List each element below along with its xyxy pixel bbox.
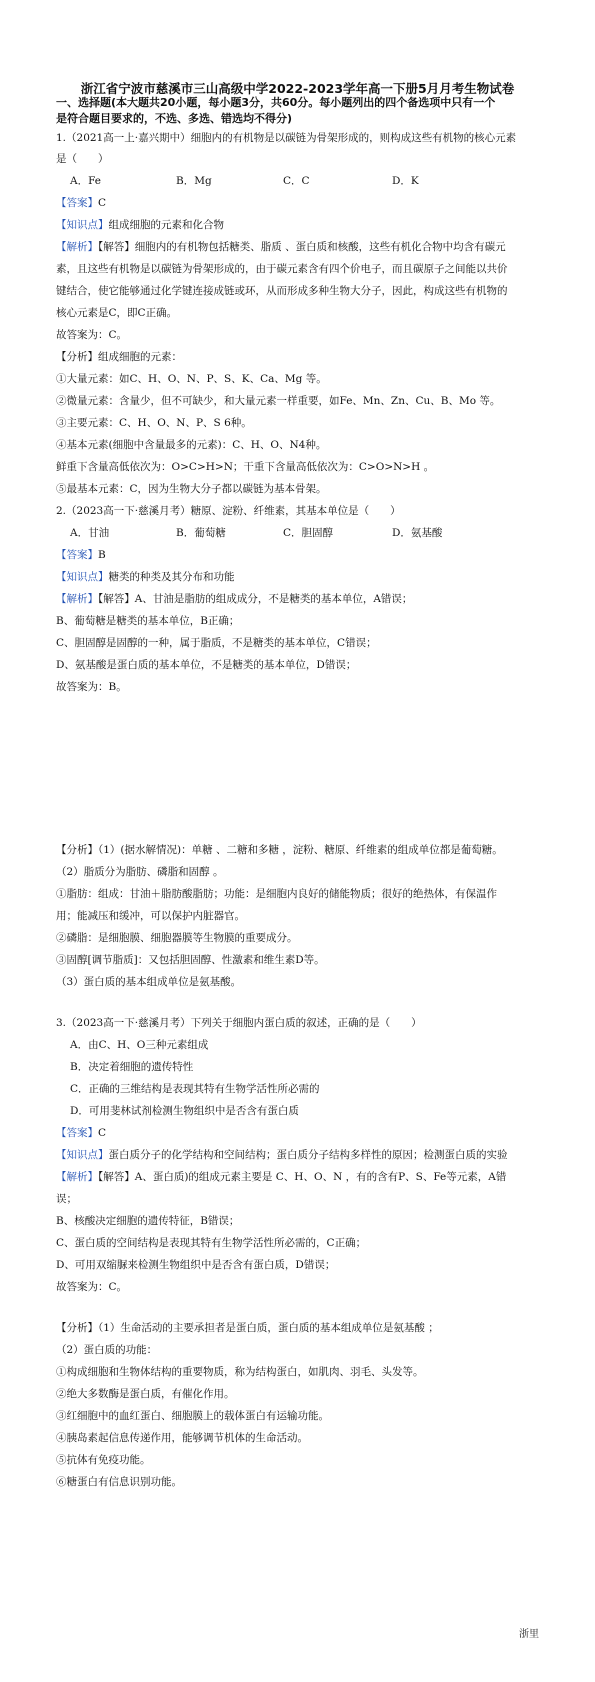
q1-stem-cont: 是（ ） (56, 153, 109, 165)
q1-knowledge-text: 组成细胞的元素和化合物 (108, 219, 224, 231)
section-heading: 一、选择题(本大题共20小题，每小题3分，共60分。每小题列出的四个备选项中只有一个 (56, 96, 496, 109)
q1-analysis-line-4: 核心元素是C，即C正确。 (56, 307, 178, 319)
q2-option-d: D．氨基酸 (392, 527, 443, 539)
q2-fenxi-line-1 (56, 843, 503, 857)
q2-fenxi-line-4: 用；能减压和缓冲，可以保护内脏器官。 (56, 910, 245, 922)
q1-fenxi-line-3: ②微量元素：含量少，但不可缺少，和大量元素一样重要，如Fe、Mn、Zn、Cu、B、Mo 等。 (56, 395, 501, 407)
q3-fenxi-line-5: ③红细胞中的血红蛋白、细胞膜上的载体蛋白有运输功能。 (56, 1410, 329, 1422)
q3-fenxi-line-7: ⑤抗体有免疫功能。 (56, 1454, 151, 1466)
q3-analysis-line-3: B、核酸决定细胞的遗传特征，B错误； (56, 1215, 240, 1227)
q1-answer (56, 196, 106, 210)
q2-analysis-line-1 (56, 592, 412, 606)
q3-analysis-line-1 (56, 1170, 506, 1184)
fenxi-tag: 【分析】 (56, 351, 98, 363)
page-footer: 浙里 (519, 1629, 539, 1640)
q2-fenxi-line-2: （2）脂质分为脂肪、磷脂和固醇 。 (56, 866, 224, 878)
q1-fenxi-line-6: 鲜重下含量高低依次为：O>C>H>N；干重下含量高低依次为：C>O>N>H 。 (56, 461, 435, 473)
q2-fenxi-text: （1）(据水解情况)：单糖 、二糖和多糖 ，淀粉、糖原、纤维素的组成单位都是葡萄糖。 (98, 844, 503, 856)
q1-option-c: C．C (283, 175, 310, 187)
analysis-tag: 【解析】 (56, 241, 98, 253)
q3-fenxi-text: （1）生命活动的主要承担者是蛋白质，蛋白质的基本组成单位是氨基酸 ； (98, 1322, 439, 1334)
knowledge-tag: 【知识点】 (56, 219, 109, 231)
fenxi-tag: 【分析】 (56, 1322, 98, 1334)
q3-analysis-text: 【解答】A、蛋白质)的组成元素主要是 C、H、O、N ，有的含有P、S、Fe等元素，A错 (98, 1171, 507, 1183)
q1-fenxi-line-7: ⑤最基本元素：C，因为生物大分子都以碳链为基本骨架。 (56, 483, 327, 495)
q1-analysis-line-3: 键结合，使它能够通过化学键连接成链或环，从而形成多种生物大分子，因此，构成这些有机物的 (56, 285, 508, 297)
q3-fenxi-line-3: ①构成细胞和生物体结构的重要物质，称为结构蛋白，如肌肉、羽毛、头发等。 (56, 1366, 424, 1378)
q3-knowledge-point (56, 1148, 508, 1162)
q2-option-b: B．葡萄糖 (176, 527, 226, 539)
section-heading-cont: 是符合题目要求的，不选、多选、错选均不得分) (56, 112, 293, 125)
q1-answer-value: C (98, 197, 107, 209)
q3-analysis-line-2: 误； (56, 1193, 77, 1205)
q1-stem: 1.（2021高一上·嘉兴期中）细胞内的有机物是以碳链为骨架形成的，则构成这些有机物的核心元素 (56, 132, 517, 144)
q3-knowledge-text: 蛋白质分子的化学结构和空间结构；蛋白质分子结构多样性的原因；检测蛋白质的实验 (108, 1149, 508, 1161)
q1-analysis-text: 【解答】细胞内的有机物包括糖类、脂质 、蛋白质和核酸，这些有机化合物中均含有碳元 (98, 241, 506, 253)
analysis-tag: 【解析】 (56, 1171, 98, 1183)
knowledge-tag: 【知识点】 (56, 1149, 109, 1161)
q3-option-d: D．可用斐林试剂检测生物组织中是否含有蛋白质 (70, 1105, 299, 1117)
q1-fenxi-line-2: ①大量元素：如C、H、O、N、P、S、K、Ca、Mg 等。 (56, 373, 327, 385)
q3-answer (56, 1126, 106, 1140)
q3-stem: 3.（2023高一下·慈溪月考）下列关于细胞内蛋白质的叙述，正确的是（ ） (56, 1017, 422, 1029)
q2-analysis-line-3: C、胆固醇是固醇的一种，属于脂质，不是糖类的基本单位，C错误； (56, 637, 377, 649)
q2-fenxi-line-7: （3）蛋白质的基本组成单位是氨基酸。 (56, 976, 242, 988)
q2-option-a: A．甘油 (70, 527, 110, 539)
q2-answer (56, 548, 106, 562)
q2-analysis-line-5: 故答案为：B。 (56, 681, 127, 693)
q1-analysis-line-1 (56, 240, 506, 254)
q2-knowledge-text: 糖类的种类及其分布和功能 (108, 571, 235, 583)
q3-fenxi-line-8: ⑥糖蛋白有信息识别功能。 (56, 1476, 182, 1488)
q2-option-c: C．胆固醇 (283, 527, 334, 539)
q1-knowledge-point (56, 218, 224, 232)
fenxi-tag: 【分析】 (56, 844, 98, 856)
q3-analysis-line-6: 故答案为：C。 (56, 1281, 128, 1293)
q3-option-c: C．正确的三维结构是表现其特有生物学活性所必需的 (70, 1083, 320, 1095)
q1-option-b: B．Mg (176, 175, 212, 187)
q1-analysis-line-2: 素，且这些有机物是以碳链为骨架形成的，由于碳元素含有四个价电子，而且碳原子之间能以共价 (56, 263, 508, 275)
answer-tag: 【答案】 (56, 197, 98, 209)
q2-knowledge-point (56, 570, 235, 584)
answer-tag: 【答案】 (56, 549, 98, 561)
analysis-tag: 【解析】 (56, 593, 98, 605)
q2-answer-value: B (98, 549, 106, 561)
q3-fenxi-line-1 (56, 1321, 439, 1335)
q3-answer-value: C (98, 1127, 107, 1139)
q3-fenxi-line-4: ②绝大多数酶是蛋白质，有催化作用。 (56, 1388, 235, 1400)
q1-fenxi-line-1 (56, 350, 182, 364)
q2-analysis-line-4: D、氨基酸是蛋白质的基本单位，不是糖类的基本单位，D错误； (56, 659, 357, 671)
knowledge-tag: 【知识点】 (56, 571, 109, 583)
q3-fenxi-line-2: （2）蛋白质的功能： (56, 1344, 158, 1356)
q1-fenxi-line-5: ④基本元素(细胞中含量最多的元素)：C、H、O、N4种。 (56, 439, 327, 451)
q3-analysis-line-4: C、蛋白质的空间结构是表现其特有生物学活性所必需的，C正确； (56, 1237, 367, 1249)
q3-analysis-line-5: D、可用双缩脲来检测生物组织中是否含有蛋白质，D错误； (56, 1259, 336, 1271)
q2-analysis-text: 【解答】A、甘油是脂肪的组成成分，不是糖类的基本单位，A错误； (98, 593, 413, 605)
q1-fenxi-text: 组成细胞的元素： (98, 351, 182, 363)
answer-tag: 【答案】 (56, 1127, 98, 1139)
q3-fenxi-line-6: ④胰岛素起信息传递作用，能够调节机体的生命活动。 (56, 1432, 308, 1444)
q3-option-b: B．决定着细胞的遗传特性 (70, 1061, 194, 1073)
q2-fenxi-line-5: ②磷脂：是细胞膜、细胞器膜等生物膜的重要成分。 (56, 932, 298, 944)
q1-option-d: D．K (392, 175, 419, 187)
q3-option-a: A．由C、H、O三种元素组成 (70, 1039, 209, 1051)
page-title: 浙江省宁波市慈溪市三山高级中学2022-2023学年高一下册5月月考生物试卷 (80, 81, 515, 96)
q2-fenxi-line-6: ③固醇[调节脂质]：又包括胆固醇、性激素和维生素D等。 (56, 954, 325, 966)
q2-stem: 2.（2023高一下·慈溪月考）糖原、淀粉、纤维素，其基本单位是（ ） (56, 505, 401, 517)
q1-analysis-line-5: 故答案为：C。 (56, 329, 128, 341)
q2-fenxi-line-3: ①脂肪：组成：甘油＋脂肪酸脂肪；功能：是细胞内良好的储能物质；很好的绝热体，有保温作 (56, 888, 497, 900)
q2-analysis-line-2: B、葡萄糖是糖类的基本单位，B正确； (56, 615, 240, 627)
q1-option-a: A．Fe (70, 175, 102, 187)
q1-fenxi-line-4: ③主要元素：C、H、O、N、P、S 6种。 (56, 417, 252, 429)
